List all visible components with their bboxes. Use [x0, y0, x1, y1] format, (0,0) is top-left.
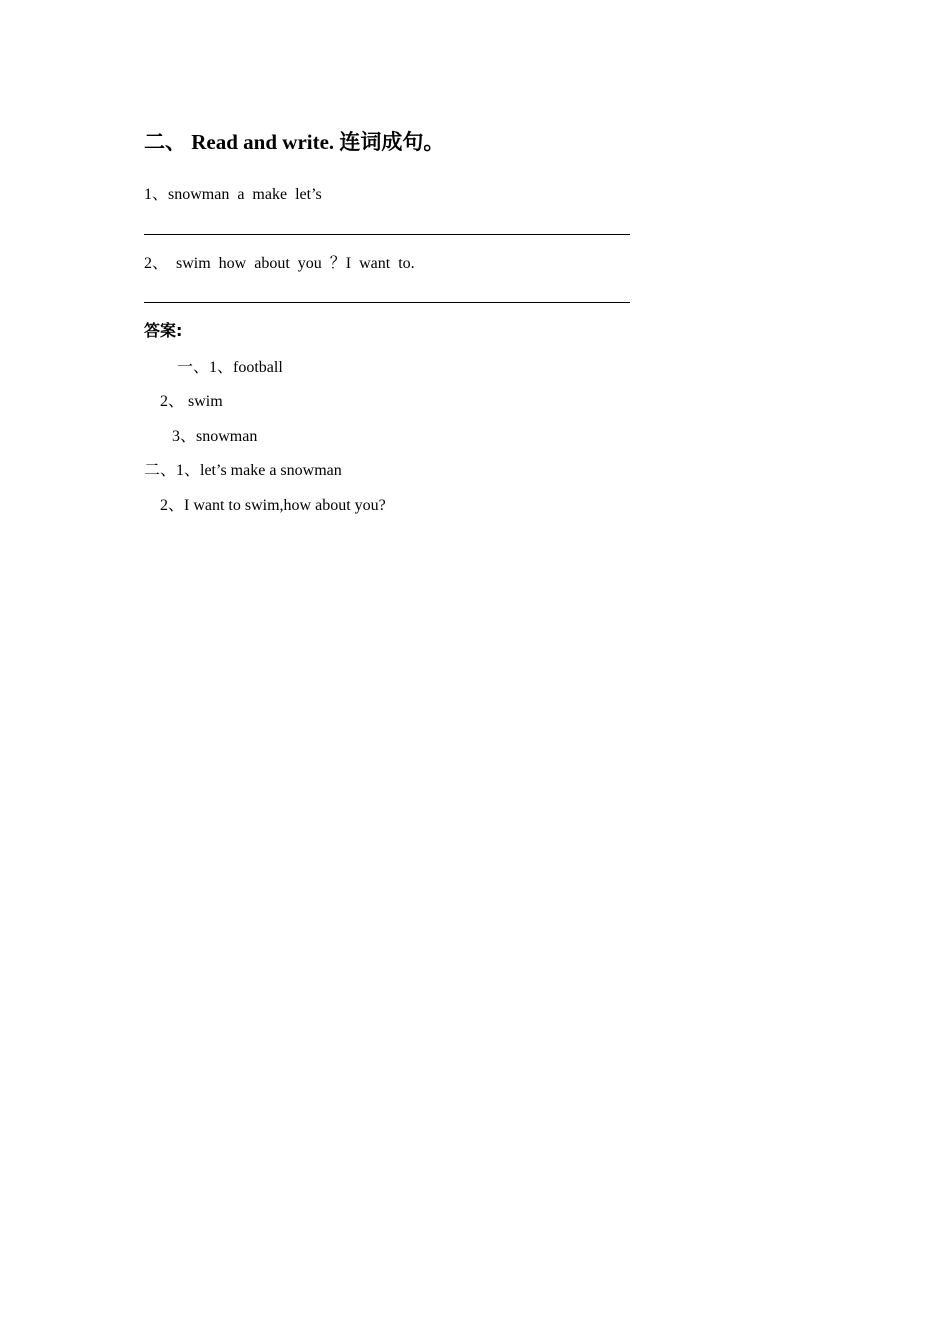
question-2: 2、 swim how about you ？I want to. — [144, 255, 415, 272]
question-1: 1、snowman a make let’s — [144, 186, 322, 203]
answer-item-1: 一、1、football — [177, 359, 283, 376]
answer-item-5: 2、I want to swim,how about you? — [160, 497, 386, 514]
section-heading: 二、 Read and write. 连词成句。 — [144, 130, 445, 154]
answer-item-4: 二、1、let’s make a snowman — [144, 462, 342, 479]
answer-line-2 — [144, 302, 630, 303]
answers-label: 答案: — [144, 321, 183, 340]
answer-item-3: 3、snowman — [172, 428, 258, 445]
answer-item-2: 2、 swim — [160, 393, 223, 410]
answer-line-1 — [144, 234, 630, 235]
